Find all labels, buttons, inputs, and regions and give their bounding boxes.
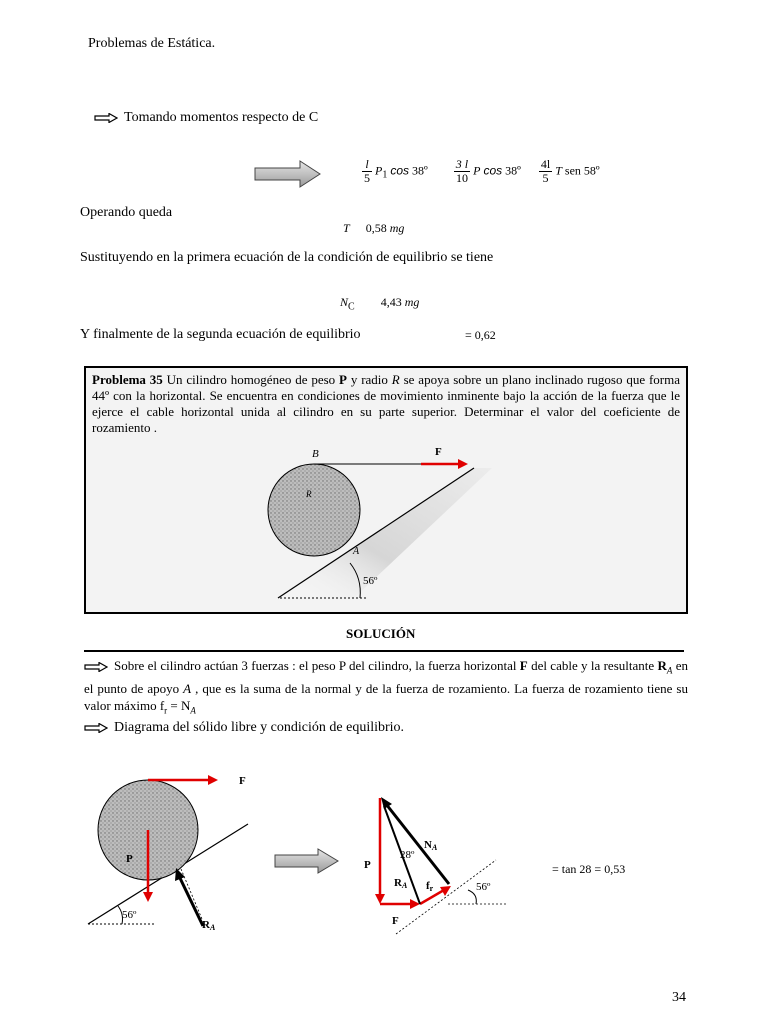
solution-text-a: Sobre el cilindro actúan 3 fuerzas : el peso P del cilindro, la fuerza horizontal — [114, 658, 520, 673]
operando-text: Operando queda — [80, 205, 173, 220]
moments-text: Tomando momentos respecto de C — [124, 110, 319, 125]
label-r: R — [306, 489, 312, 499]
solution-heading: SOLUCIÓN — [346, 626, 416, 641]
force-triangle-figure — [356, 786, 506, 936]
tri-weight-p-head — [375, 894, 385, 904]
term-p1-sub: 1 — [382, 169, 388, 181]
tri-label-ra: RA — [394, 877, 408, 890]
free-body-figure — [84, 764, 264, 940]
force-f-arrowhead — [458, 459, 468, 469]
term-t: T — [555, 163, 562, 178]
finalmente-text: Y finalmente de la segunda ecuación de equilibrio — [80, 327, 361, 342]
fraction-4l-5: $\frac{4l}{5}$ — [540, 157, 551, 185]
mu-result: = 0,62 — [465, 328, 496, 342]
tri-dotted-incline — [396, 860, 496, 934]
label-b: B — [312, 448, 319, 460]
implication-arrow-2-icon — [274, 848, 340, 874]
solution-f: F — [519, 658, 528, 673]
label-56: 56º — [363, 575, 378, 587]
solution-text-b: del cable y la resultante — [527, 658, 658, 673]
tri-normal-na — [386, 804, 449, 884]
fbd-reaction-ra — [179, 876, 203, 926]
solution-a: A — [183, 680, 192, 696]
problem-figure — [266, 444, 506, 604]
nc-unit: mg — [404, 295, 420, 309]
angle-38-2: 38º — [505, 163, 521, 178]
angle-38-1: 38º — [412, 163, 428, 178]
problem-text-b: y radio — [346, 372, 392, 387]
arrow-bullet-icon — [84, 723, 108, 733]
solution-rule — [84, 650, 684, 652]
problem-text-c: se apoya sobre un plano inclinado rugoso que forma 44º con la horizontal. Se encuentra en condiciones de movimiento inminente bajo la acción de la fuerza que le ejerce el cable horizontal unida al cilindro en su parte superior. Determinar el valor del coeficiente de rozamiento . — [92, 372, 680, 435]
solution-n-sub: A — [190, 705, 196, 716]
solution-text-d: , que es la suma de la normal y de la fuerza de rozamiento. La fuerza de rozamiento tiene su valor máximo f — [84, 680, 688, 713]
label-f: F — [435, 446, 442, 458]
tri-label-p: P — [364, 859, 371, 871]
arrow-bullet-icon — [94, 113, 118, 123]
page-header: Problemas de Estática. — [88, 36, 216, 51]
sustituyendo-text: Sustituyendo en la primera ecuación de la condición de equilibrio se tiene — [80, 250, 494, 265]
diagram-line — [84, 720, 404, 736]
fraction-l-5: $\frac{l}{5}$ — [364, 157, 370, 185]
func-cos-2: cos — [483, 163, 503, 178]
t-result — [343, 221, 404, 236]
nc-value: 4,43 — [380, 295, 402, 309]
func-sen: sen — [564, 163, 581, 178]
solution-paragraph — [84, 657, 688, 719]
problem-text-a: Un cilindro homogéneo de peso — [162, 372, 340, 387]
problem-box — [84, 366, 688, 614]
tan-result: = tan 28 = 0,53 — [552, 862, 626, 876]
label-a: A — [353, 546, 360, 557]
term-p: P — [473, 163, 481, 178]
fbd-label-f: F — [239, 775, 246, 787]
problem-label: Problema 35 — [92, 372, 163, 387]
solution-r-sub: A — [666, 665, 673, 676]
nc-sub: C — [348, 301, 355, 313]
tri-label-56: 56º — [476, 881, 491, 893]
arrow-bullet-icon — [84, 662, 108, 672]
diagram-text: Diagrama del sólido libre y condición de equilibrio. — [114, 720, 405, 735]
term-p1: P — [375, 163, 383, 178]
nc-result — [340, 295, 419, 312]
fbd-label-ra: RA — [202, 919, 216, 932]
problem-r: R — [391, 372, 400, 387]
fbd-force-f-head — [208, 775, 218, 785]
moments-line — [94, 110, 318, 126]
fbd-weight-p-head — [143, 892, 153, 902]
angle-58: 58º — [583, 163, 600, 178]
problem-statement — [92, 372, 680, 436]
page-number: 34 — [672, 990, 686, 1005]
problem-p: P — [339, 372, 347, 387]
t-unit: mg — [389, 221, 405, 235]
cylinder — [268, 464, 360, 556]
t-value: 0,58 — [365, 221, 387, 235]
implication-arrow-icon — [254, 160, 322, 188]
fbd-label-p: P — [126, 853, 133, 865]
solution-text-e: = N — [167, 697, 191, 713]
tri-label-28: 28º — [400, 849, 415, 861]
func-cos-1: cos — [390, 163, 410, 178]
solution-f-sub: r — [164, 705, 168, 716]
solution-r: R — [657, 658, 667, 673]
t-var: T — [343, 221, 350, 235]
tri-label-f: F — [392, 915, 399, 927]
fraction-3l-10: $\frac{3 l}{10}$ — [455, 157, 469, 185]
fbd-label-56: 56º — [122, 909, 137, 921]
solution-text-c: en el punto de apoyo — [84, 658, 688, 696]
tri-label-fr: fr — [426, 880, 434, 893]
moments-equation — [362, 158, 600, 185]
tri-label-na: NA — [424, 839, 438, 852]
nc-var: N — [340, 295, 349, 309]
